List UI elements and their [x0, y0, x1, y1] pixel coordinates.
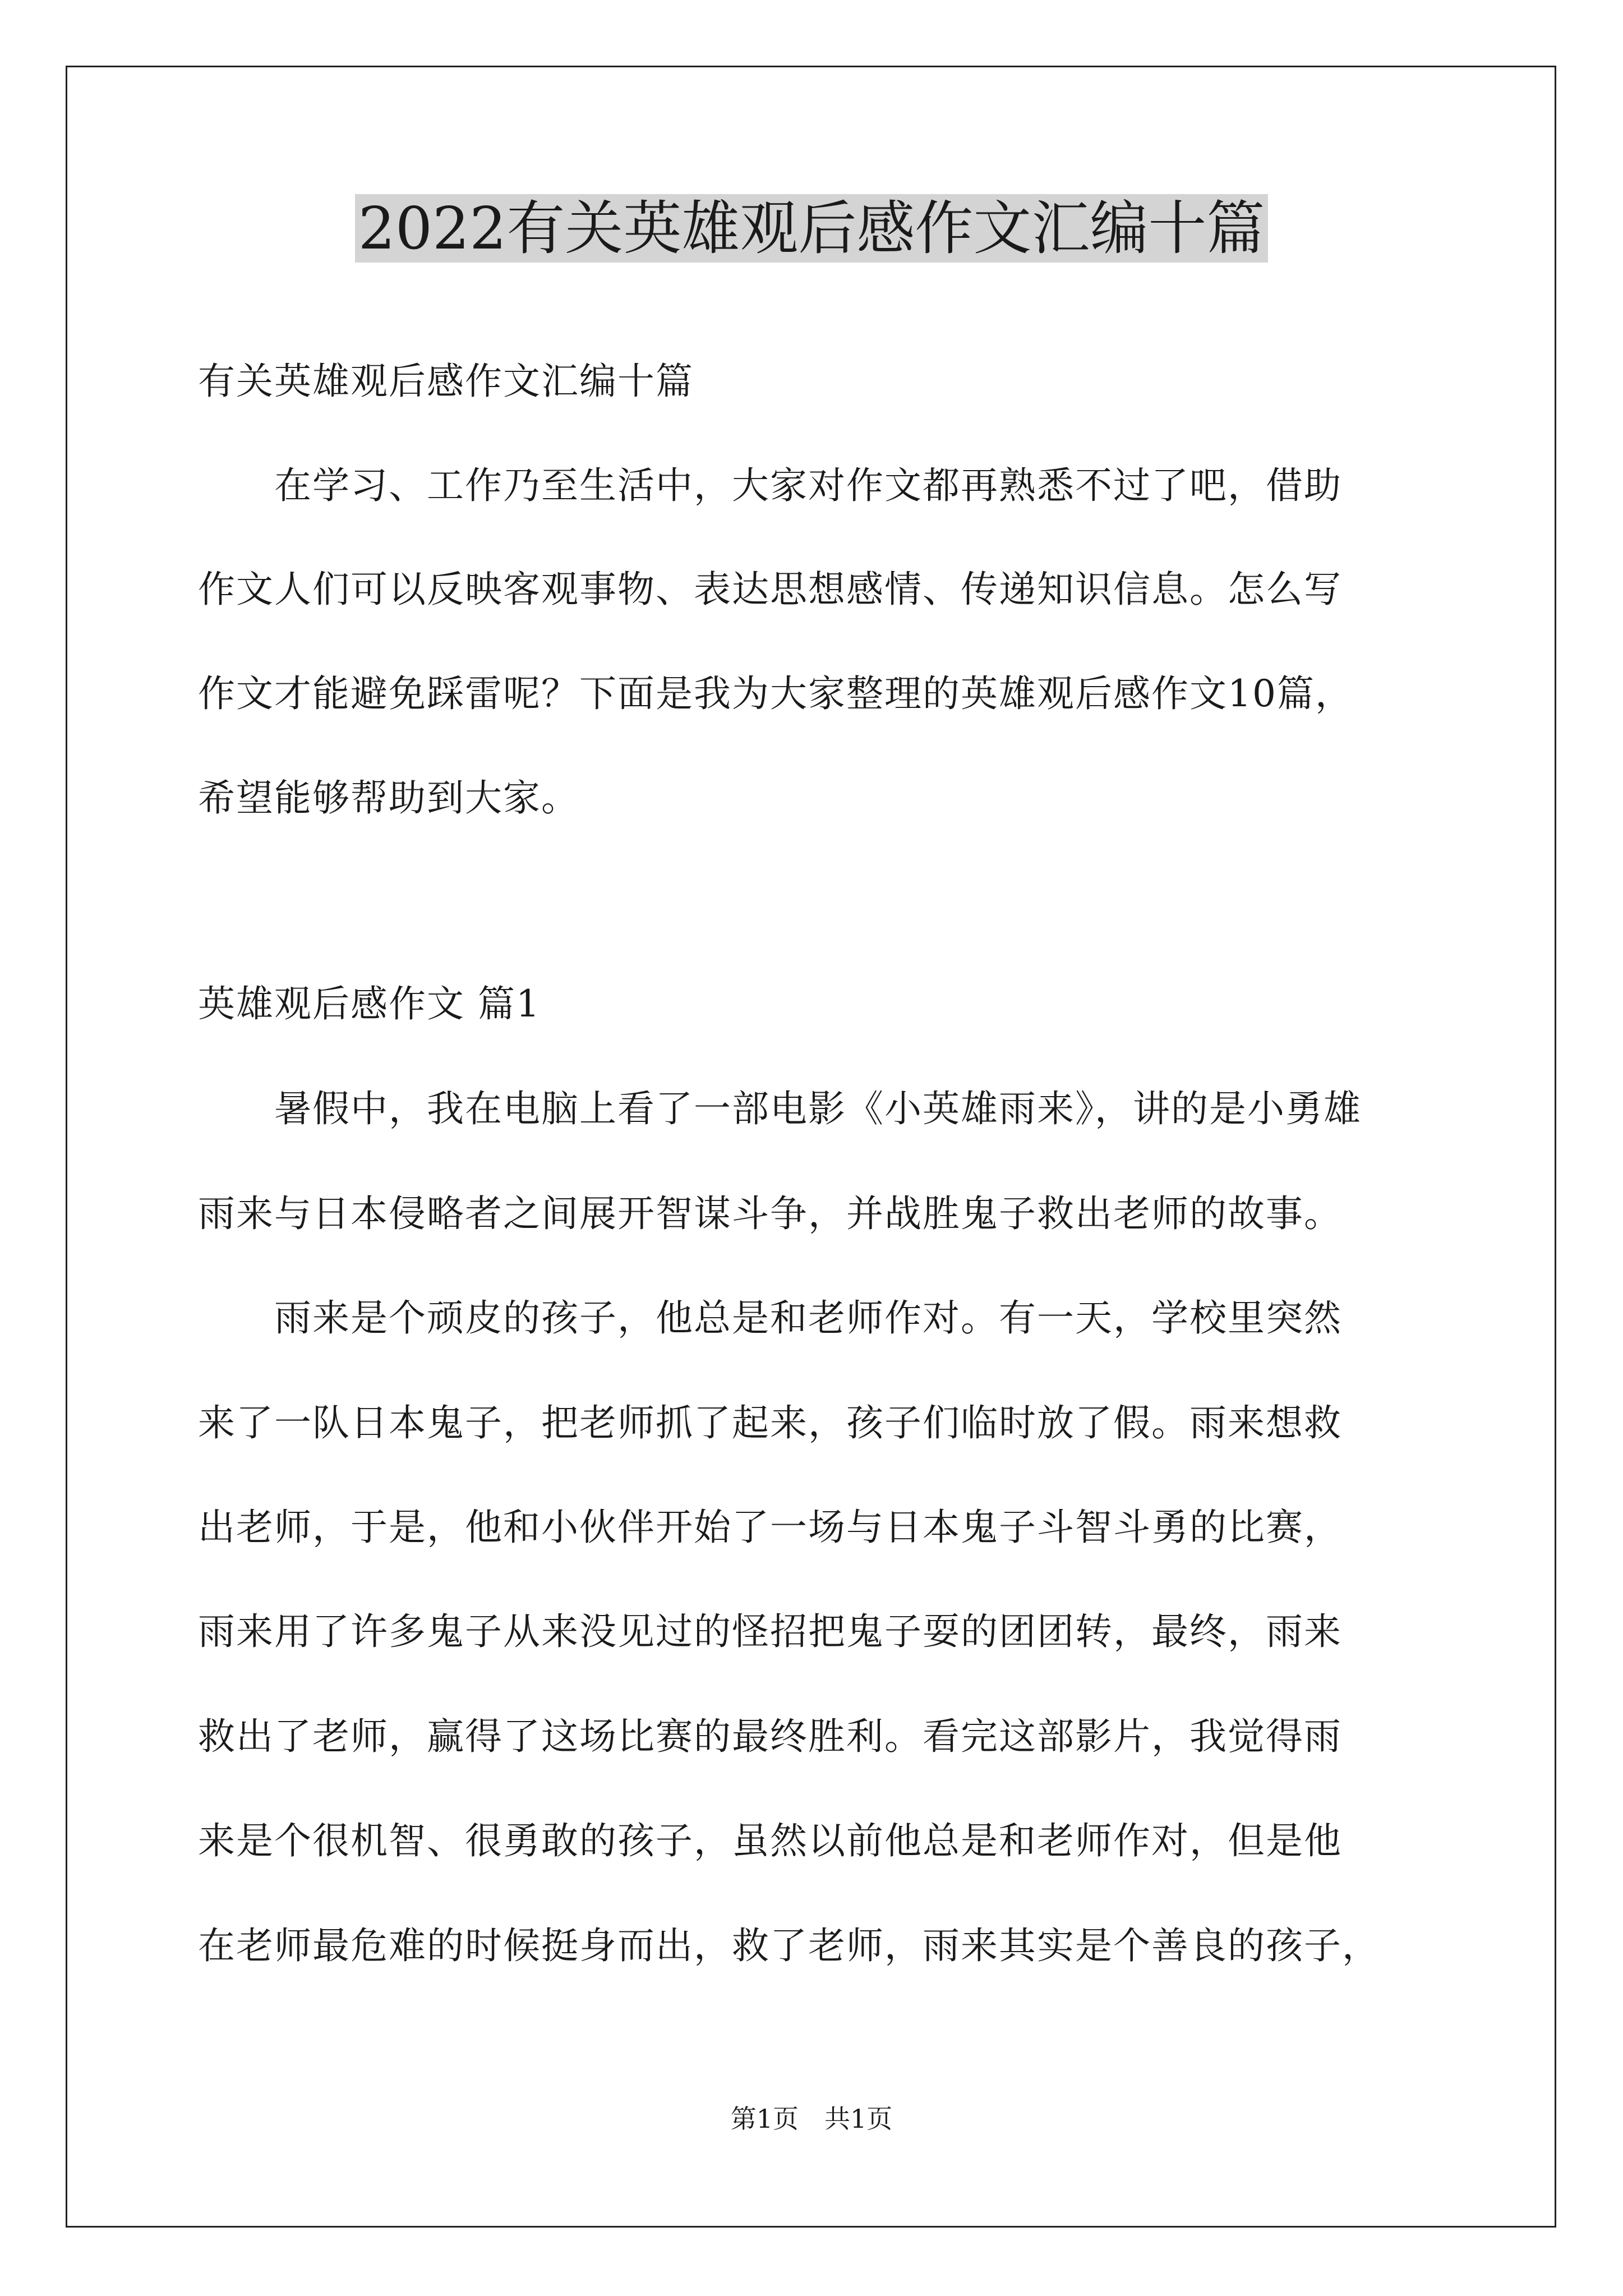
text-line: 作文人们可以反映客观事物、表达思想感情、传递知识信息。怎么写: [198, 568, 1342, 611]
text-line: 作文才能避免踩雷呢？下面是我为大家整理的英雄观后感作文10篇，: [198, 672, 1353, 715]
subtitle-line: 有关英雄观后感作文汇编十篇: [198, 360, 694, 403]
document-title: 2022有关英雄观后感作文汇编十篇: [0, 194, 1623, 264]
text-line: 雨来用了许多鬼子从来没见过的怪招把鬼子耍的团团转，最终，雨来: [198, 1610, 1342, 1653]
page-footer: 第1页 共1页: [730, 2104, 893, 2134]
text-line: 暑假中，我在电脑上看了一部电影《小英雄雨来》，讲的是小勇雄: [198, 1087, 1362, 1130]
text-line: 希望能够帮助到大家。: [198, 776, 579, 820]
text-line: 在老师最危难的时候挺身而出，救了老师，雨来其实是个善良的孩子，: [198, 1924, 1380, 1967]
text-line: 雨来与日本侵略者之间展开智谋斗争，并战胜鬼子救出老师的故事。: [198, 1192, 1342, 1235]
text-line: 在学习、工作乃至生活中，大家对作文都再熟悉不过了吧，借助: [198, 464, 1342, 507]
text-line: 雨来是个顽皮的孩子，他总是和老师作对。有一天，学校里突然: [198, 1296, 1342, 1340]
text-line: 来是个很机智、很勇敢的孩子，虽然以前他总是和老师作对，但是他: [198, 1819, 1342, 1862]
text-line: 出老师，于是，他和小伙伴开始了一场与日本鬼子斗智斗勇的比赛，: [198, 1506, 1342, 1549]
text-line: 来了一队日本鬼子，把老师抓了起来，孩子们临时放了假。雨来想救: [198, 1401, 1342, 1444]
section-heading: 英雄观后感作文 篇1: [198, 982, 541, 1025]
text-line: 救出了老师，赢得了这场比赛的最终胜利。看完这部影片，我觉得雨: [198, 1715, 1342, 1758]
